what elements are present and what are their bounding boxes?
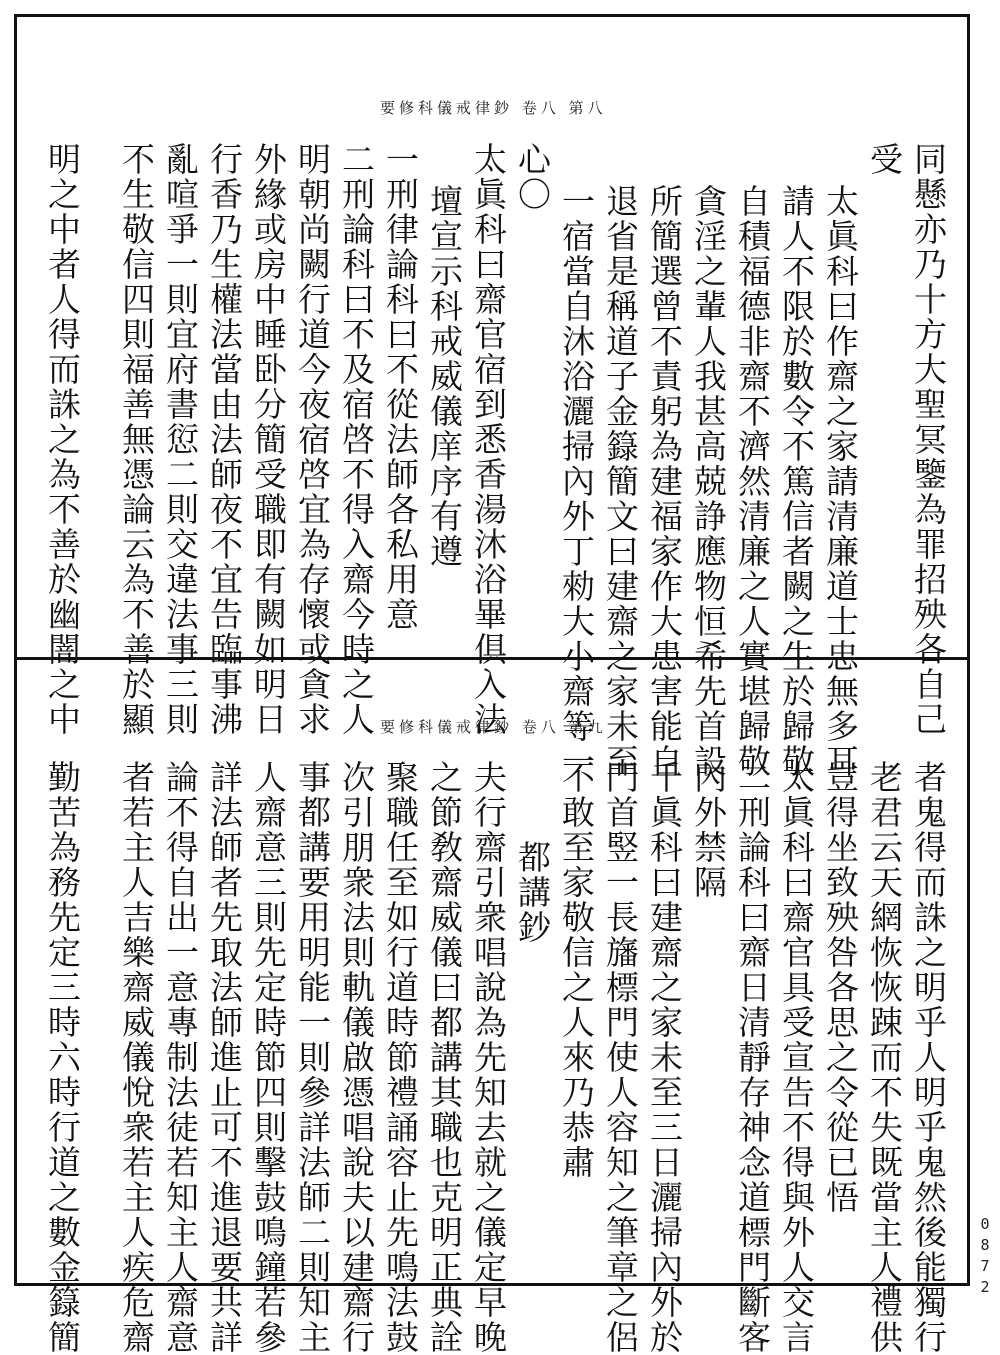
lower-column: 二刑論科曰齋日清靜存神念道標門斷客	[733, 760, 772, 1355]
lower-column: 聚職任至如行道時節禮誦容止先鳴法鼓	[381, 760, 420, 1355]
upper-column: 行香乃生權法當由法師夜不宜告臨事沸	[205, 142, 244, 737]
lower-column: 豈得坐致殃咎各思之令從已悟	[821, 760, 860, 1215]
upper-column: 所簡選曾不責躬為建福家作大患害能自	[645, 184, 684, 779]
lower-column: 事都講要用明能一則參詳法師二則知主	[293, 760, 332, 1355]
upper-column: 二刑論科曰不及宿啓不得入齋今時之人	[337, 142, 376, 737]
lower-column: 者鬼得而誅之明乎人明乎鬼然後能獨行	[909, 760, 948, 1355]
lower-column: 人齋意三則先定時節四則擊鼓鳴鐘若參	[249, 760, 288, 1355]
lower-column: 都講鈔	[513, 840, 552, 945]
page-number: 0872	[976, 1215, 994, 1299]
upper-column: 同懸亦乃十方大聖冥鑒為罪招殃各自己	[909, 142, 948, 737]
lower-column: 夫行齋引衆唱說為先知去就之儀定早晚	[469, 760, 508, 1355]
upper-column: 一刑律論科曰不從法師各私用意	[381, 142, 420, 632]
lower-column: 老君云天網恢恢踈而不失既當主人禮供	[865, 760, 904, 1355]
lower-running-header: 要修科儀戒律鈔 卷八 第九	[380, 718, 607, 736]
upper-column: 一宿當自沐浴灑掃內外丁勑大小齋等一	[557, 184, 596, 779]
upper-column: 自積福德非齋不濟然清廉之人實堪歸敬	[733, 184, 772, 779]
upper-column: 受	[865, 142, 904, 177]
lower-column: 之節敎齋威儀曰都講其職也克明正典詮	[425, 760, 464, 1355]
lower-column: 勤苦為務先定三時六時行道之數金籙簡	[43, 760, 82, 1355]
lower-column: 太眞科曰齋官具受宣告不得與外人交言	[777, 760, 816, 1355]
upper-column: 退省是稱道子金籙簡文曰建齋之家未至	[601, 184, 640, 779]
upper-column: 心〇	[513, 142, 552, 212]
lower-column: 不敢至家敬信之人來乃恭肅	[557, 760, 596, 1180]
upper-column: 太眞科曰齋官宿到悉香湯沐浴畢俱入法	[469, 142, 508, 737]
upper-column: 不生敬信四則福善無憑論云為不善於顯	[117, 142, 156, 737]
upper-column: 壇宣示科戒威儀庠序有遵	[425, 184, 464, 569]
upper-column: 請人不限於數令不篤信者闕之生於歸敬	[777, 184, 816, 779]
lower-column: 者若主人吉樂齋威儀悅衆若主人疾危齋	[117, 760, 156, 1355]
upper-running-header: 要修科儀戒律鈔 卷八 第八	[380, 99, 607, 117]
upper-column: 太眞科曰作齋之家請清廉道士忠無多耳	[821, 184, 860, 779]
lower-column: 論不得自出一意專制法徒若知主人齋意	[161, 760, 200, 1355]
lower-column: 詳法師者先取法師進止可不進退要共詳	[205, 760, 244, 1355]
upper-column: 貪淫之輩人我甚高兢諍應物恒希先首設	[689, 184, 728, 779]
lower-column: 門首竪一長旛標門使人容知之筆章之侶	[601, 760, 640, 1355]
lower-column: 次引朋衆法則軌儀啟憑唱說夫以建齋行	[337, 760, 376, 1355]
upper-column: 亂喧爭一則宜府書愆二則交違法事三則	[161, 142, 200, 737]
upper-column: 明朝尚闕行道今夜宿啓宜為存懷或貪求	[293, 142, 332, 737]
upper-column: 外緣或房中睡卧分簡受職即有闕如明日	[249, 142, 288, 737]
lower-column: 內外禁隔	[689, 760, 728, 900]
upper-column: 明之中者人得而誅之為不善於幽闇之中	[43, 142, 82, 737]
lower-column: 千眞科曰建齋之家未至三日灑掃內外於	[645, 760, 684, 1355]
